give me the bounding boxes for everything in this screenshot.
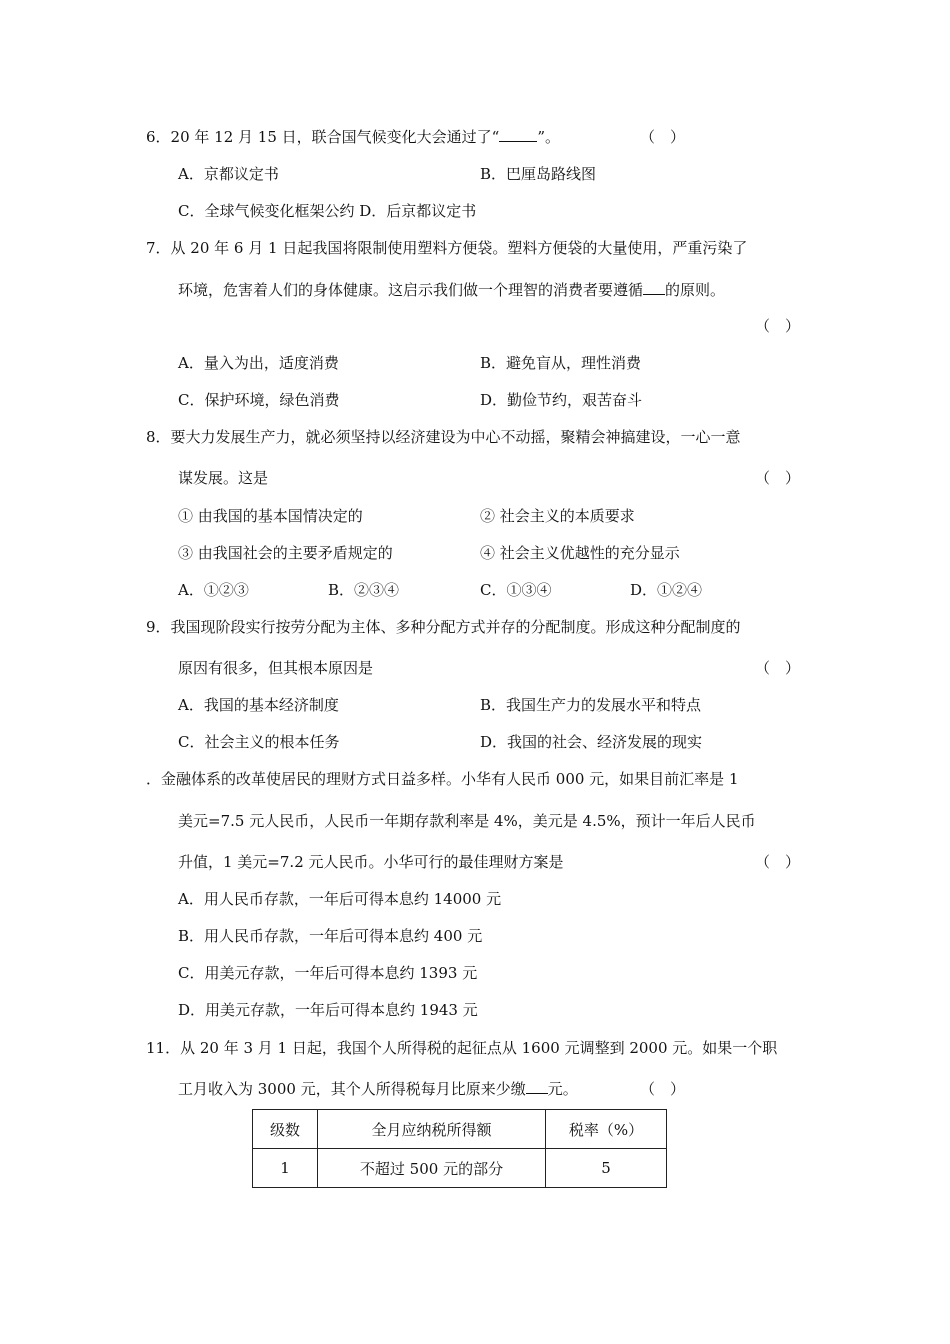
- table-header-cell: 级数: [253, 1110, 318, 1149]
- q9-option-b: B．我国生产力的发展水平和特点: [480, 696, 702, 714]
- q10-stem-line1: ．金融体系的改革使居民的理财方式日益多样。小华有人民币 000 元，如果目前汇率是 1: [146, 770, 739, 788]
- tax-rate-table: [252, 1109, 667, 1188]
- q9-answer-paren: （ ）: [755, 659, 801, 677]
- q8-answer-paren: （ ）: [755, 469, 801, 487]
- q8-stem-line1: 8．要大力发展生产力，就必须坚持以经济建设为中心不动摇，聚精会神搞建设，一心一意: [146, 428, 741, 446]
- q9-option-c: C．社会主义的根本任务: [178, 733, 340, 751]
- q11-stem-end: 元。: [547, 1080, 578, 1098]
- q8-option-b: B．②③④: [328, 581, 400, 599]
- q6-stem-text: 6．20 年 12 月 15 日，联合国气候变化大会通过了“: [146, 128, 500, 146]
- q8-stem-line2: 谋发展。这是: [178, 469, 269, 487]
- q9-option-a: A．我国的基本经济制度: [178, 696, 339, 714]
- q7-option-a: A．量入为出，适度消费: [178, 354, 339, 372]
- q7-stem-text: 环境，危害着人们的身体健康。这启示我们做一个理智的消费者要遵循: [178, 281, 644, 299]
- table-header-cell: 税率（%）: [546, 1110, 667, 1149]
- q8-statement-3: ③ 由我国社会的主要矛盾规定的: [178, 544, 393, 562]
- q7-option-c: C．保护环境，绿色消费: [178, 391, 340, 409]
- q7-stem-line2: [178, 280, 725, 300]
- q11-stem-text: 工月收入为 3000 元，其个人所得税每月比原来少缴: [178, 1080, 526, 1098]
- q6-option-b: B．巴厘岛路线图: [480, 165, 597, 183]
- q9-option-d: D．我国的社会、经济发展的现实: [480, 733, 703, 751]
- q7-option-b: B．避免盲从，理性消费: [480, 354, 642, 372]
- q10-stem-line2: 美元=7.5 元人民币，人民币一年期存款利率是 4%，美元是 4.5%，预计一年后人民币: [178, 812, 756, 830]
- q10-option-d: D．用美元存款，一年后可得本息约 1943 元: [178, 1001, 478, 1019]
- table-header-row: [253, 1110, 667, 1149]
- table-cell: 5: [546, 1149, 667, 1188]
- table-header-cell: 全月应纳税所得额: [318, 1110, 546, 1149]
- q7-option-d: D．勤俭节约，艰苦奋斗: [480, 391, 643, 409]
- table-cell: 1: [253, 1149, 318, 1188]
- q9-stem-line2: 原因有很多，但其根本原因是: [178, 659, 374, 677]
- q7-answer-paren: （ ）: [755, 317, 801, 335]
- q11-stem-line2: [178, 1079, 578, 1099]
- q7-blank: [643, 280, 665, 295]
- q6-answer-paren: （ ）: [640, 128, 686, 146]
- table-cell: 不超过 500 元的部分: [318, 1149, 546, 1188]
- q10-answer-paren: （ ）: [755, 853, 801, 871]
- q8-option-c: C．①③④: [480, 581, 552, 599]
- q11-blank: [526, 1079, 548, 1094]
- q8-statement-1: ① 由我国的基本国情决定的: [178, 507, 363, 525]
- q10-stem-line3: 升值，1 美元=7.2 元人民币。小华可行的最佳理财方案是: [178, 853, 564, 871]
- q7-stem-end: 的原则。: [665, 281, 726, 299]
- q6-option-cd: C．全球气候变化框架公约 D．后京都议定书: [178, 202, 477, 220]
- q6-stem: [146, 127, 560, 147]
- q11-answer-paren: （ ）: [640, 1080, 686, 1098]
- q11-stem-line1: 11．从 20 年 3 月 1 日起，我国个人所得税的起征点从 1600 元调整到 2000 元。如果一个职: [146, 1039, 778, 1057]
- q9-stem-line1: 9．我国现阶段实行按劳分配为主体、多种分配方式并存的分配制度。形成这种分配制度的: [146, 618, 741, 636]
- q6-stem-end: ”。: [537, 128, 560, 146]
- q7-stem-line1: 7．从 20 年 6 月 1 日起我国将限制使用塑料方便袋。塑料方便袋的大量使用，严重污染了: [146, 239, 748, 257]
- q10-option-c: C．用美元存款，一年后可得本息约 1393 元: [178, 964, 478, 982]
- table-row: [253, 1149, 667, 1188]
- q8-option-a: A．①②③: [178, 581, 249, 599]
- q6-blank: [499, 127, 537, 142]
- q8-statement-4: ④ 社会主义优越性的充分显示: [480, 544, 680, 562]
- q6-option-a: A．京都议定书: [178, 165, 279, 183]
- q10-option-b: B．用人民币存款，一年后可得本息约 400 元: [178, 927, 483, 945]
- q8-statement-2: ② 社会主义的本质要求: [480, 507, 635, 525]
- q8-option-d: D．①②④: [630, 581, 703, 599]
- q10-option-a: A．用人民币存款，一年后可得本息约 14000 元: [178, 890, 502, 908]
